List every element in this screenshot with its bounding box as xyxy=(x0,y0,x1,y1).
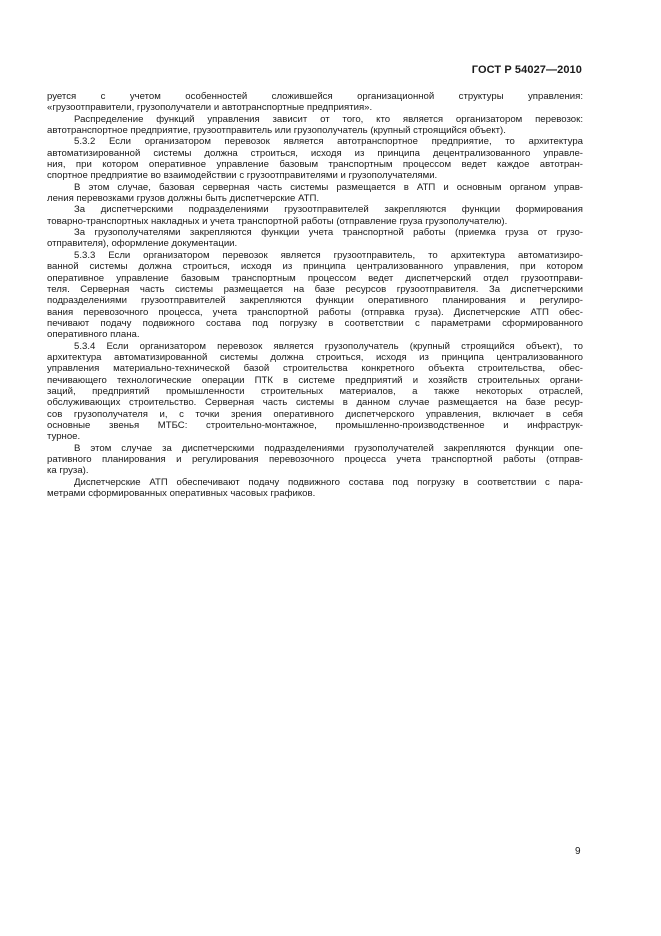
text-line: В этом случае, базовая серверная часть системы размещается в АТП и основным органом управ- xyxy=(74,181,583,193)
text-line: печивающего технологические операции ПТК в системе предприятий и хозяйств строительных органи- xyxy=(47,374,583,386)
paragraph xyxy=(47,341,583,443)
text-line: основные звенья МТБС: строительно-монтажное, промышленно-производственное и инфраструк- xyxy=(47,419,583,431)
text-line: подразделениями грузоотправителей закрепляются функции оперативного планирования и регулиро- xyxy=(47,295,583,307)
paragraph xyxy=(47,204,583,227)
text-line: «грузоотправители, грузополучатели и автотранспортные предприятия». xyxy=(47,102,373,114)
paragraph xyxy=(47,136,583,181)
document-body xyxy=(47,91,583,499)
paragraph xyxy=(47,91,583,114)
text-line: метрами сформированных оперативных часовых графиков. xyxy=(47,488,316,500)
page-number: 9 xyxy=(575,846,581,857)
text-line: За диспетчерскими подразделениями грузоотправителей закрепляются функции формирования xyxy=(74,204,583,216)
text-line: руется с учетом особенностей сложившейся организационной структуры управления: xyxy=(47,91,583,102)
paragraph xyxy=(47,227,583,250)
text-line: турное. xyxy=(47,431,81,443)
text-line: В этом случае за диспетчерскими подразделениями грузополучателей закрепляются функции опе- xyxy=(74,442,583,454)
text-line: обслуживающих строительство. Серверная часть системы в данном случае размещается на базе ресур- xyxy=(47,397,583,409)
text-line: архитектура автоматизированной системы должна строиться, исходя из принципа централизованного xyxy=(47,351,583,363)
text-line: оперативное управление базовым транспортным процессом ведет диспетчерский отдел грузоотправи- xyxy=(47,272,583,284)
text-line: отправителя), оформление документации. xyxy=(47,238,238,250)
text-line: автоматизированной системы должна строиться, исходя из принципа децентрализованного управле- xyxy=(47,147,583,159)
text-line: 5.3.3 Если организатором перевозок является грузоотправитель, то архитектура автоматизиро- xyxy=(74,249,583,261)
text-line: сов грузополучателя и, с точки зрения оперативного диспетчерского управления, включает в себя xyxy=(47,408,583,420)
paragraph xyxy=(47,114,583,137)
text-line: ванной системы должна строиться, исходя из принципа централизованного управления, при котором xyxy=(47,261,583,273)
paragraph xyxy=(47,250,583,341)
text-line: Распределение функций управления зависит от того, кто является организатором перевозок: xyxy=(74,113,583,125)
text-line: За грузополучателями закрепляются функции учета транспортной работы (приемка груза от грузо- xyxy=(74,227,583,239)
text-line: товарно-транспортных накладных и учета транспортной работы (отправление груза грузополучателю). xyxy=(47,215,508,227)
text-line: 5.3.4 Если организатором перевозок является грузополучатель (крупный строящийся объект), то xyxy=(74,340,583,352)
text-line: вания перевозочного процесса, учета транспортной работы (отправка груза). Диспетчерские АТП обес- xyxy=(47,306,583,318)
paragraph xyxy=(47,477,583,500)
text-line: печивают подачу подвижного состава под погрузку в соответствии с параметрами сформированного xyxy=(47,317,583,329)
text-line: оперативного плана. xyxy=(47,329,140,341)
text-line: ративного планирования и регулирования перевозочного процесса учета транспортной работы (отправ- xyxy=(47,454,583,465)
standard-code-header: ГОСТ Р 54027—2010 xyxy=(471,64,582,76)
text-line: управления материально-технической базой строительства конкретного объекта строительства, обес- xyxy=(47,363,583,375)
paragraph xyxy=(47,443,583,477)
paragraph xyxy=(47,182,583,205)
text-line: автотранспортное предприятие, грузоотправитель или грузополучатель (крупный строящийся объект). xyxy=(47,125,506,137)
text-line: ка груза). xyxy=(47,465,89,477)
text-line: ния, при котором оперативное управление базовым транспортным процессом ведет каждое автотран- xyxy=(47,159,583,171)
text-line: ления перевозками грузов должны быть диспетчерские АТП. xyxy=(47,193,320,205)
text-line: спортное предприятие во взаимодействии с грузоотправителями и грузополучателями. xyxy=(47,170,438,182)
text-line: заций, предприятий промышленности строительных материалов, а также некоторых отраслей, xyxy=(47,385,583,397)
text-line: 5.3.2 Если организатором перевозок является автотранспортное предприятие, то архитектура xyxy=(74,136,583,148)
text-line: Диспетчерские АТП обеспечивают подачу подвижного состава под погрузку в соответствии с пара- xyxy=(74,476,583,488)
text-line: теля. Серверная часть системы размещается на базе ресурсов грузоотправителя. За диспетчерскими xyxy=(47,283,583,295)
